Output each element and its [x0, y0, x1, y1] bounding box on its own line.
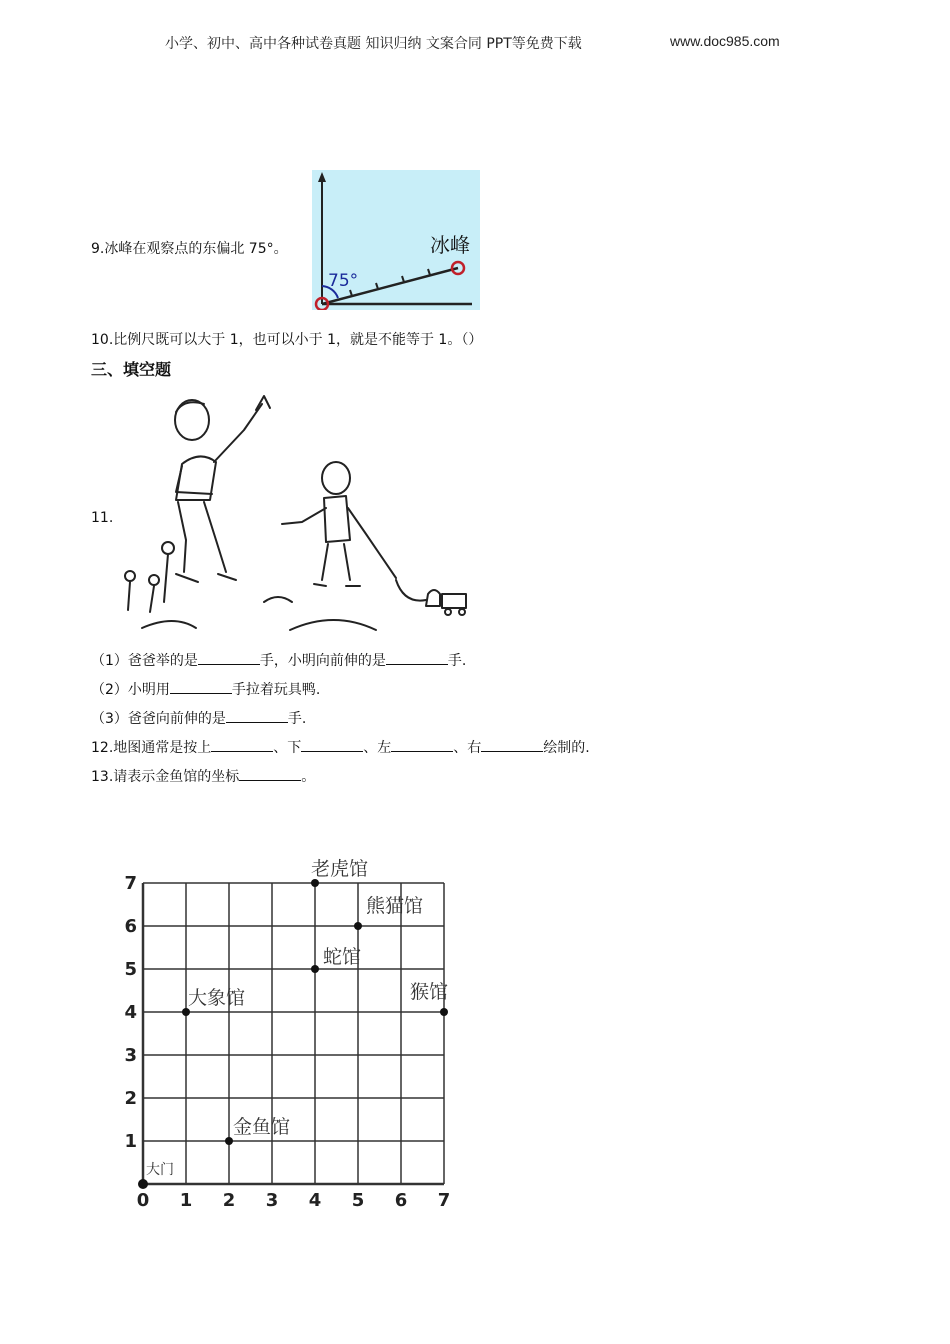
zoo-coordinate-grid — [122, 850, 482, 1220]
answer-blank[interactable] — [481, 739, 543, 752]
point-label: 大门 — [146, 1162, 174, 1178]
y-tick-label: 4 — [124, 1002, 137, 1023]
point-marker — [182, 1008, 190, 1016]
question-12: 12.地图通常是按上 、下 、左 、右 绘制的. — [91, 740, 590, 756]
point-marker — [138, 1179, 148, 1189]
question-11-part-2: （2）小明用 手拉着玩具鸭. — [91, 682, 321, 698]
x-tick-label: 1 — [179, 1190, 193, 1211]
y-tick-label: 5 — [124, 959, 137, 980]
question-11-number: 11. — [91, 510, 114, 526]
point-label: 金鱼馆 — [233, 1116, 291, 1138]
question-13: 13.请表示金鱼馆的坐标 。 — [91, 769, 316, 785]
answer-blank[interactable] — [198, 652, 260, 665]
x-tick-label: 4 — [308, 1190, 322, 1211]
section-title: 三、填空题 — [91, 360, 172, 379]
y-tick-label: 2 — [124, 1088, 137, 1109]
point-marker — [311, 965, 319, 973]
question-11-part-1: （1）爸爸举的是 手，小明向前伸的是 手. — [91, 653, 467, 669]
answer-blank[interactable] — [211, 739, 273, 752]
point-label: 熊猫馆 — [366, 895, 424, 917]
answer-blank[interactable] — [170, 681, 232, 694]
x-tick-label: 3 — [265, 1190, 279, 1211]
point-label: 老虎馆 — [311, 858, 369, 880]
question-11-part-3: （3）爸爸向前伸的是 手. — [91, 711, 307, 727]
question-10: 10.比例尺既可以大于 1，也可以小于 1，就是不能等于 1。（） — [91, 332, 483, 348]
y-tick-label: 3 — [124, 1045, 137, 1066]
question-9: 9.冰峰在观察点的东偏北 75°。 — [91, 241, 288, 257]
x-tick-label: 2 — [222, 1190, 236, 1211]
x-tick-label: 0 — [136, 1190, 150, 1211]
north-arrow — [318, 172, 326, 182]
answer-blank[interactable] — [226, 710, 288, 723]
point-marker — [354, 922, 362, 930]
compass-figure — [312, 170, 480, 310]
point-label: 大象馆 — [188, 987, 246, 1009]
header-url: www.doc985.com — [670, 33, 780, 49]
answer-blank[interactable] — [386, 652, 448, 665]
point-label: 蛇馆 — [323, 946, 362, 968]
y-tick-label: 6 — [124, 916, 137, 937]
y-tick-label: 1 — [124, 1131, 137, 1152]
x-tick-label: 5 — [351, 1190, 365, 1211]
x-tick-label: 6 — [394, 1190, 408, 1211]
answer-blank[interactable] — [391, 739, 453, 752]
header-left-text: 小学、初中、高中各种试卷真题 知识归纳 文案合同 PPT等免费下载 — [165, 36, 582, 52]
target-label: 冰峰 — [430, 233, 470, 257]
point-marker — [311, 879, 319, 887]
x-tick-label: 7 — [437, 1190, 451, 1211]
answer-blank[interactable] — [301, 739, 363, 752]
answer-blank[interactable] — [239, 768, 301, 781]
y-tick-label: 7 — [124, 873, 137, 894]
point-marker — [225, 1137, 233, 1145]
point-label: 猴馆 — [409, 981, 448, 1003]
point-marker — [440, 1008, 448, 1016]
father-son-illustration — [114, 390, 474, 635]
angle-label: 75° — [328, 271, 359, 291]
